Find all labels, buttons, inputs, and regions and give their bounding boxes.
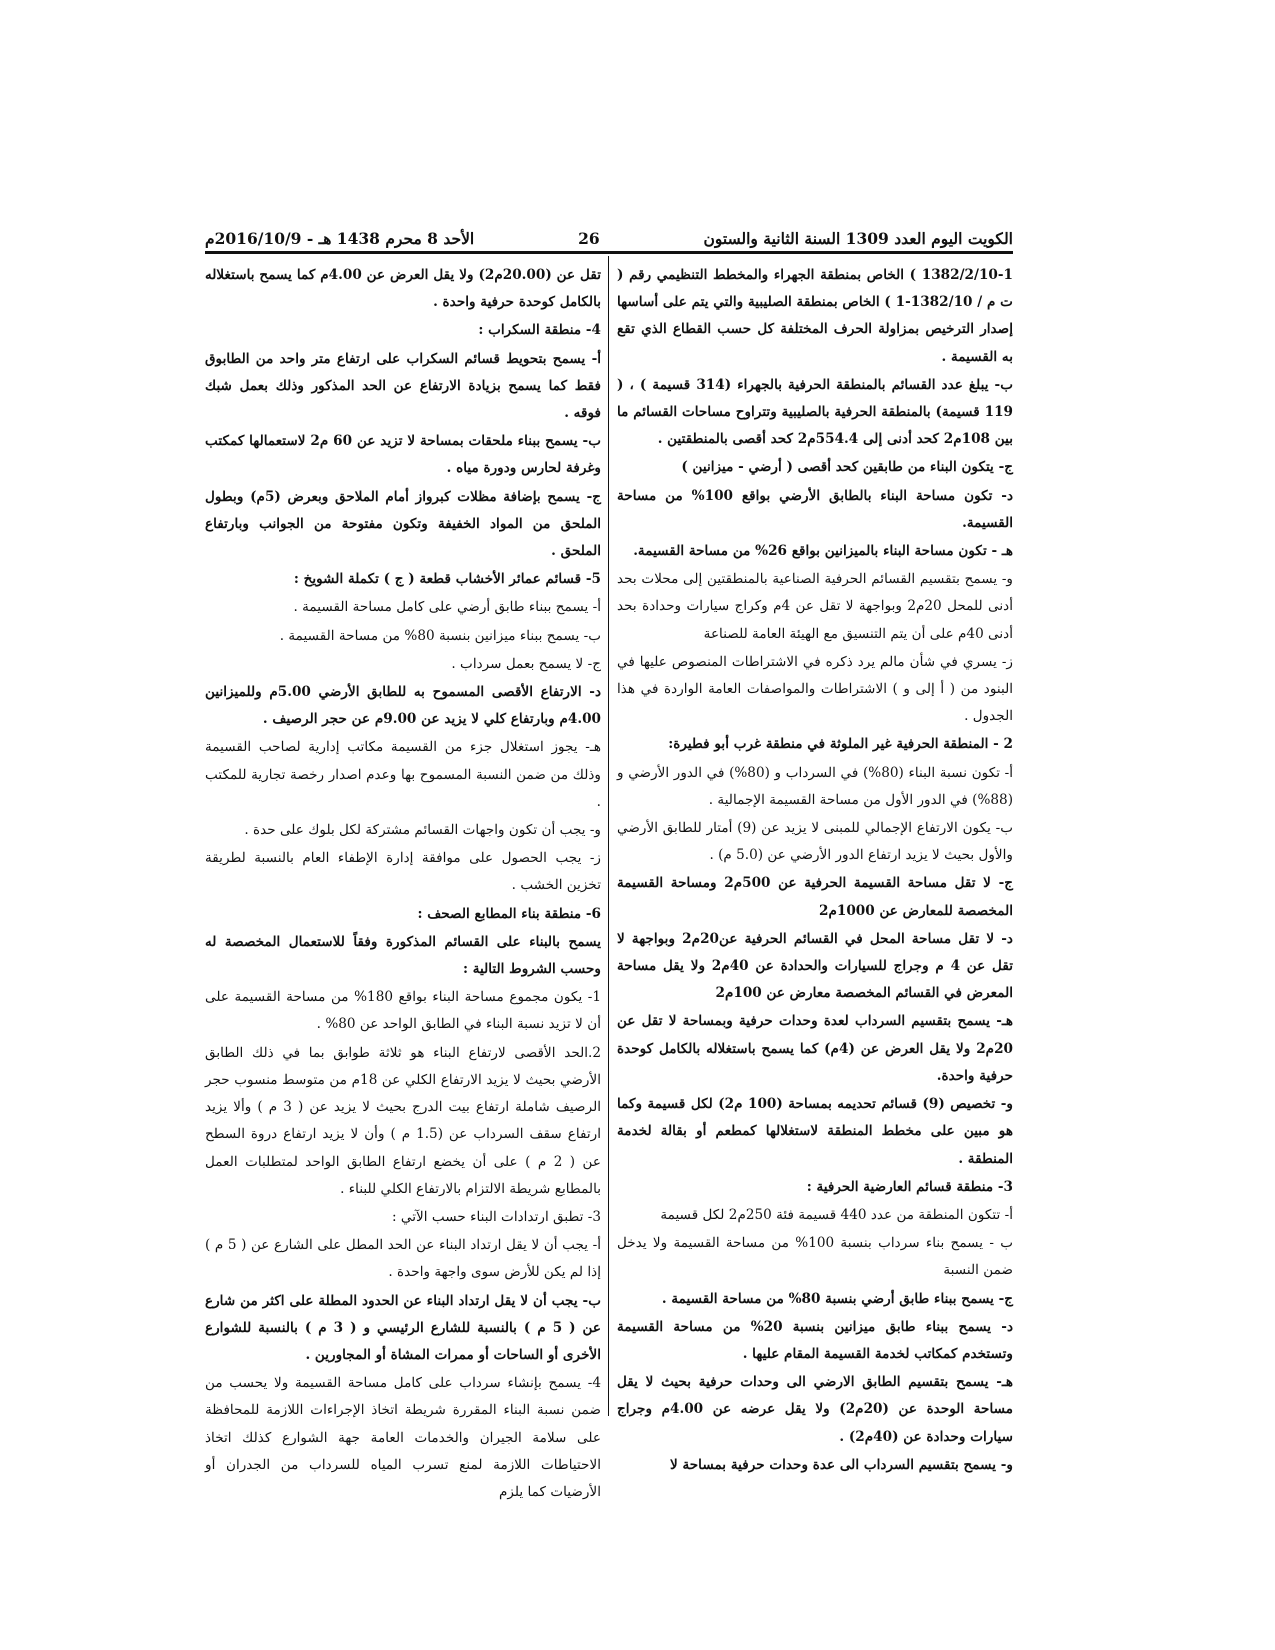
left-column-paragraph: ج- لا يسمح بعمل سرداب . <box>451 655 601 672</box>
left-column <box>205 262 601 1507</box>
right-column-paragraph: ب- يبلغ عدد القسائم بالمنطقة الحرفية بالجهراء (314 قسيمة ) ، ( 119 قسيمة) بالمنطقة الحرفية بالصليبية وتتراوح مساحات القسائم ما بين 108م2 كحد أدنى إلى 554.4م2 كحد أقصى بالمنطقتين . <box>617 376 1013 448</box>
right-column-paragraph: 2 - المنطقة الحرفية غير الملوثة في منطقة غرب أبو فطيرة: <box>668 736 1013 753</box>
right-column-paragraph: 3- منطقة قسائم العارضية الحرفية : <box>806 1178 1013 1195</box>
left-column-paragraph: أ- يسمح ببناء طابق أرضي على كامل مساحة القسيمة . <box>293 599 601 616</box>
right-column-paragraph: ج- لا تقل مساحة القسيمة الحرفية عن 500م2 ومساحة القسيمة المخصصة للمعارض عن 1000م2 <box>617 875 1013 919</box>
left-column-paragraph: يسمح بالبناء على القسائم المذكورة وفقاً للاستعمال المخصصة له وحسب الشروط التالية : <box>205 933 601 978</box>
left-column-paragraph: ب- يسمح ببناء ميزانين بنسبة 80% من مساحة القسيمة . <box>279 627 601 644</box>
right-column-paragraph: هـ- يسمح بتقسيم الطابق الارضي الى وحدات حرفية بحيث لا يقل مساحة الوحدة عن (20م2) ولا يقل عرضه عن 4.00م وجراج سيارات وحدادة عن (40م2) . <box>617 1374 1013 1445</box>
left-column-paragraph: 6- منطقة بناء المطابع الصحف : <box>417 905 601 922</box>
right-column-paragraph: ب- يكون الارتفاع الإجمالي للمبنى لا يزيد عن (9) أمتار للطابق الأرضي والأول بحيث لا يزيد ارتفاع الدور الأرضي عن (5.0 م) . <box>617 820 1014 864</box>
right-column-paragraph: و- يسمح بتقسيم القسائم الحرفية الصناعية بالمنطقتين إلى محلات بحد أدنى للمحل 20م2 وبواجهة لا تقل عن 4م وكراج سيارات وحدادة بحد أدنى 40م على أن يتم التنسيق مع الهيئة العامة للصناعة <box>617 571 1013 642</box>
left-column-paragraph: 5- قسائم عمائر الأخشاب قطعة ( ج ) تكملة الشويخ : <box>293 571 601 588</box>
right-column-paragraph: د- تكون مساحة البناء بالطابق الأرضي بواقع 100% من مساحة القسيمة. <box>617 487 1013 531</box>
left-column-paragraph: هـ- يجوز استغلال جزء من القسيمة مكاتب إدارية لصاحب القسيمة وذلك من ضمن النسبة المسموح بها وعدم اصدار رخصة تجارية للمكتب . <box>205 739 601 810</box>
header-date: الأحد 8 محرم 1438 هـ - 2016/10/9م <box>205 229 475 248</box>
right-column-paragraph: هـ- يسمح بتقسيم السرداب لعدة وحدات حرفية وبمساحة لا تقل عن 20م2 ولا يقل العرض عن (4م) كما يسمح باستغلاله بالكامل كوحدة حرفية واحدة. <box>617 1013 1013 1084</box>
right-column <box>617 262 1013 1480</box>
left-column-paragraph: ب- يسمح ببناء ملحقات بمساحة لا تزيد عن 60 م2 لاستعمالها كمكتب وغرفة لحارس ودورة مياه . <box>205 433 601 477</box>
right-column-paragraph: أ- تكون نسبة البناء (80%) في السرداب و (80%) في الدور الأرضي و (88%) في الدور الأول من مساحة القسيمة الإجمالية . <box>617 764 1013 808</box>
right-column-paragraph: و- تخصيص (9) قسائم تحديمه بمساحة (100 م2) لكل قسيمة وكما هو مبين على مخطط المنطقة لاستغلالها كمطعم أو بقالة لخدمة المنطقة . <box>617 1096 1013 1167</box>
right-column-paragraph: أ- تتكون المنطقة من عدد 440 قسيمة فئة 250م2 لكل قسيمة <box>660 1206 1013 1223</box>
left-column-paragraph: أ- يجب أن لا يقل ارتداد البناء عن الحد المطل على الشارع عن ( 5 م ) إذا لم يكن للأرض سوى واجهة واحدة . <box>205 1237 601 1281</box>
left-column-paragraph: 2.الحد الأقصى لارتفاع البناء هو ثلاثة طوابق بما في ذلك الطابق الأرضي بحيث لا يزيد الارتفاع الكلي عن 18م من متوسط منسوب حجر الرصيف شاملة ارتفاع بيت الدرج بحيث لا يزيد عن ( 3 م ) وألا يزيد ارتفاع سقف السرداب عن (1.5 م ) وأن لا يزيد ارتفاع دروة السطح عن ( 2 م ) على أن يخضع ارتفاع الطابق الواحد لمتطلبات العمل بالمطابع شريطة الالتزام بالارتفاع الكلي للبناء . <box>205 1044 602 1197</box>
page-header <box>205 218 1013 248</box>
header-gazette-issue: الكويت اليوم العدد 1309 السنة الثانية والستون <box>703 229 1013 248</box>
right-column-paragraph: ج- يسمح ببناء طابق أرضي بنسبة 80% من مساحة القسيمة . <box>661 1290 1013 1307</box>
right-column-paragraph: 1382/2/10-1 ) الخاص بمنطقة الجهراء والمخطط التنظيمي رقم ( ت م / 1382/10-1 ) الخاص بمنطقة الصليبية والتي يتم على أساسها إصدار الترخيص بمزاولة الحرف المختلفة كل حسب القطاع الذي تقع به القسيمة . <box>617 267 1013 365</box>
right-column-paragraph: هـ - تكون مساحة البناء بالميزانين بواقع 26% من مساحة القسيمة. <box>633 543 1013 560</box>
right-column-paragraph: و- يسمح بتقسيم السرداب الى عدة وحدات حرفية بمساحة لا <box>670 1456 1013 1473</box>
right-column-paragraph: ز- يسري في شأن مالم يرد ذكره في الاشتراطات المنصوص عليها في البنود من ( أ إلى و ) الاشتراطات والمواصفات العامة الواردة في هذا الجدول . <box>617 653 1013 725</box>
left-column-paragraph: 3- تطبق ارتدادات البناء حسب الآتي : <box>392 1208 601 1225</box>
left-column-paragraph: و- يجب أن تكون واجهات القسائم مشتركة لكل بلوك على حدة . <box>244 822 601 839</box>
header-rule <box>205 251 1013 254</box>
left-column-paragraph: ج- يسمح بإضافة مظلات كبرواز أمام الملاحق وبعرض (5م) وبطول الملحق من المواد الخفيفة وتكون مفتوحة من الجوانب وبارتفاع الملحق . <box>205 488 602 560</box>
left-column-paragraph: ب- يجب أن لا يقل ارتداد البناء عن الحدود المطلة على اكثر من شارع عن ( 5 م ) بالنسبة للشارع الرئيسي و ( 3 م ) بالنسبة للشوارع الأخرى أو الساحات أو ممرات المشاة أو المجاورين . <box>205 1292 601 1363</box>
right-column-paragraph: ج- يتكون البناء من طابقين كحد أقصى ( أرضي - ميزانين ) <box>681 459 1013 476</box>
left-column-paragraph: د- الارتفاع الأقصى المسموح به للطابق الأرضي 5.00م وللميزانين 4.00م وبارتفاع كلي لا يزيد عن 9.00م عن حجر الرصيف . <box>205 684 602 728</box>
left-column-paragraph: ز- يجب الحصول على موافقة إدارة الإطفاء العام بالنسبة لطريقة تخزين الخشب . <box>205 850 601 894</box>
left-column-paragraph: تقل عن (20.00م2) ولا يقل العرض عن 4.00م كما يسمح باستغلاله بالكامل كوحدة حرفية واحدة . <box>205 267 601 311</box>
right-column-paragraph: د- لا تقل مساحة المحل في القسائم الحرفية عن20م2 وبواجهة لا تقل عن 4 م وجراج للسيارات والحدادة عن 40م2 ولا يقل مساحة المعرض في القسائم المخصصة معارض عن 100م2 <box>617 930 1013 1002</box>
column-divider <box>608 256 609 1416</box>
left-column-paragraph: 1- يكون مجموع مساحة البناء بواقع 180% من مساحة القسيمة على أن لا تزيد نسبة البناء في الطابق الواحد عن 80% . <box>205 989 602 1033</box>
left-column-paragraph: 4- يسمح بإنشاء سرداب على كامل مساحة القسيمة ولا يحسب من ضمن نسبة البناء المقررة شريطة اتخاذ الإجراءات اللازمة للمحافظة على سلامة الجيران والخدمات العامة جهة الشوارع كذلك اتخاذ الاحتياطات اللازمة لمنع تسرب المياه للسرداب من الجدران أو الأرضيات كما يلزم <box>205 1375 601 1500</box>
left-column-paragraph: 4- منطقة السكراب : <box>478 322 601 339</box>
right-column-paragraph: د- يسمح ببناء طابق ميزانين بنسبة 20% من مساحة القسيمة وتستخدم كمكاتب لخدمة القسيمة المقام عليها . <box>617 1318 1013 1362</box>
right-column-paragraph: ب - يسمح بناء سرداب بنسبة 100% من مساحة القسيمة ولا يدخل ضمن النسبة <box>617 1235 1013 1279</box>
left-column-paragraph: أ- يسمح بتحويط قسائم السكراب على ارتفاع متر واحد من الطابوق فقط كما يسمح بزيادة الارتفاع عن الحد المذكور وذلك بعمل شبك فوقه . <box>205 350 601 422</box>
header-page-number: 26 <box>578 229 600 248</box>
